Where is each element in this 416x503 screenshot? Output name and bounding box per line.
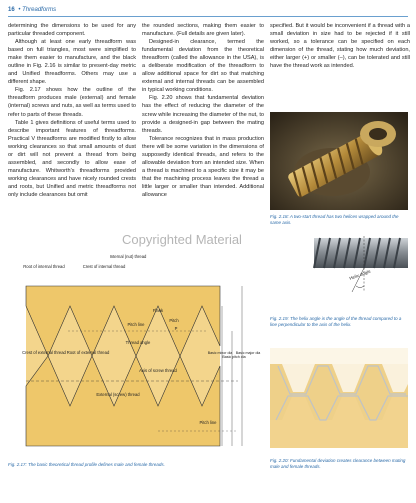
label-pitch: Pitch [169, 318, 179, 323]
figure-caption: Fig. 2.18: A two-start thread has two helices wrapped around the same axis. [270, 214, 399, 225]
thread-profile-figure [8, 246, 264, 456]
text-column-1 [8, 22, 136, 199]
paragraph: Fig. 2.20 shows that fundamental deviation has the effect of reducing the diameter of the screw while increasing the diameter of the nut, to provide a designed-in gap between the mating threads. [142, 95, 264, 134]
label-pitch-line-bottom: Pitch line [199, 420, 217, 425]
paragraph: Fig. 2.17 shows how the outline of the threadform produces male (external) and female (internal) screws and nuts, as well as terms used to refer to parts of these threads. [8, 87, 136, 118]
watermark: Copyrighted Material [122, 232, 242, 247]
figure-caption: Fig. 2.17: The basic theoretical thread profile defines male and female threads. [8, 462, 165, 467]
label-thread-angle: Thread angle [125, 340, 151, 345]
page-number: 16 [8, 7, 15, 13]
text-column-2 [142, 22, 264, 199]
label-external-thread: External (screw) thread [96, 392, 140, 397]
label-pitch-line-top: Pitch line [127, 322, 145, 327]
paragraph: Table 1 gives definitions of useful terms used to describe important features of threadforms. Practical V threadforms are modified firstly to allow working clearances so that small amounts of dust or dirt will not prevent a thread from being assembled, and secondly to allow ease of manufacture. Whitworth's threadforms provided working clearances and have nicely rounded crests and roots, but Unified and metric threadforms not only include clearances but omit [8, 119, 136, 198]
label-axis: Axis of screw thread [139, 368, 177, 373]
figure-caption: Fig. 2.19: The helix angle is the angle of the thread compared to a line perpendicular to the axis of the helix. [270, 316, 402, 327]
paragraph: specified. But it would be inconvenient if a thread with a small deviation in size had to be rejected if it still worked, so a tolerance can be specified on each dimension of the thread, stating how much deviation, either larger (+) or smaller (–), can be tolerated and still have the thread work as intended. [270, 23, 410, 70]
header-separator: • [18, 7, 21, 13]
label-root-external: Root of external thread [66, 350, 110, 355]
label-crest-external: Crest of external thread [22, 350, 66, 355]
label-basic-pitch: Basic pitch dia [222, 355, 246, 359]
two-start-thread-photo [270, 112, 408, 210]
label-p: P [174, 326, 178, 331]
label-crest-internal: Crest of internal thread [82, 264, 126, 269]
paragraph: Designed-in clearance, termed the fundamental deviation from the theoretical threadform (called the allowance in the USA), is a deliberate modification of the threadform to allow additional space for dirt so that matching external and internal threads can be assembled in typical working conditions. [142, 39, 264, 94]
section-title: Threadforms [22, 7, 57, 13]
helix-angle-label: Helix angle [348, 268, 372, 281]
label-flank: Flank [152, 308, 164, 313]
text-column-3 [270, 22, 410, 70]
figure-caption: Fig. 2.20: Fundamental deviation creates clearance between mating male and female threads. [270, 458, 406, 469]
paragraph: Although at least one early threadform was based on full triangles, most were simplified to make them easier to manufacture, and the black outline in Fig. 2.16 is similar to present-day metric and Unified threadforms. Others may use a different shape. [8, 39, 136, 86]
paragraph: determining the dimensions to be used for any particular threaded component. [8, 23, 136, 38]
header-rule [8, 16, 408, 17]
paragraph: the rounded sections, making them easier to manufacture. (Full details are given later). [142, 23, 264, 38]
helix-angle-figure [270, 228, 408, 308]
label-basic-minor: Basic minor dia [207, 351, 233, 355]
label-internal-thread: Internal (nut) thread [109, 254, 147, 259]
label-basic-major: Basic major dia [235, 351, 261, 355]
running-header [8, 7, 56, 13]
label-root-internal: Root of internal thread [23, 264, 65, 269]
fundamental-deviation-figure [270, 338, 408, 456]
paragraph: Tolerance recognizes that in mass production there will be some variation in the dimensions of supposedly identical threads, and refers to the allowable deviation from an intended size. When a thread is machined to a specific size it may be that the machining process leaves the thread a little larger or smaller than intended. Additional allowance [142, 135, 264, 198]
